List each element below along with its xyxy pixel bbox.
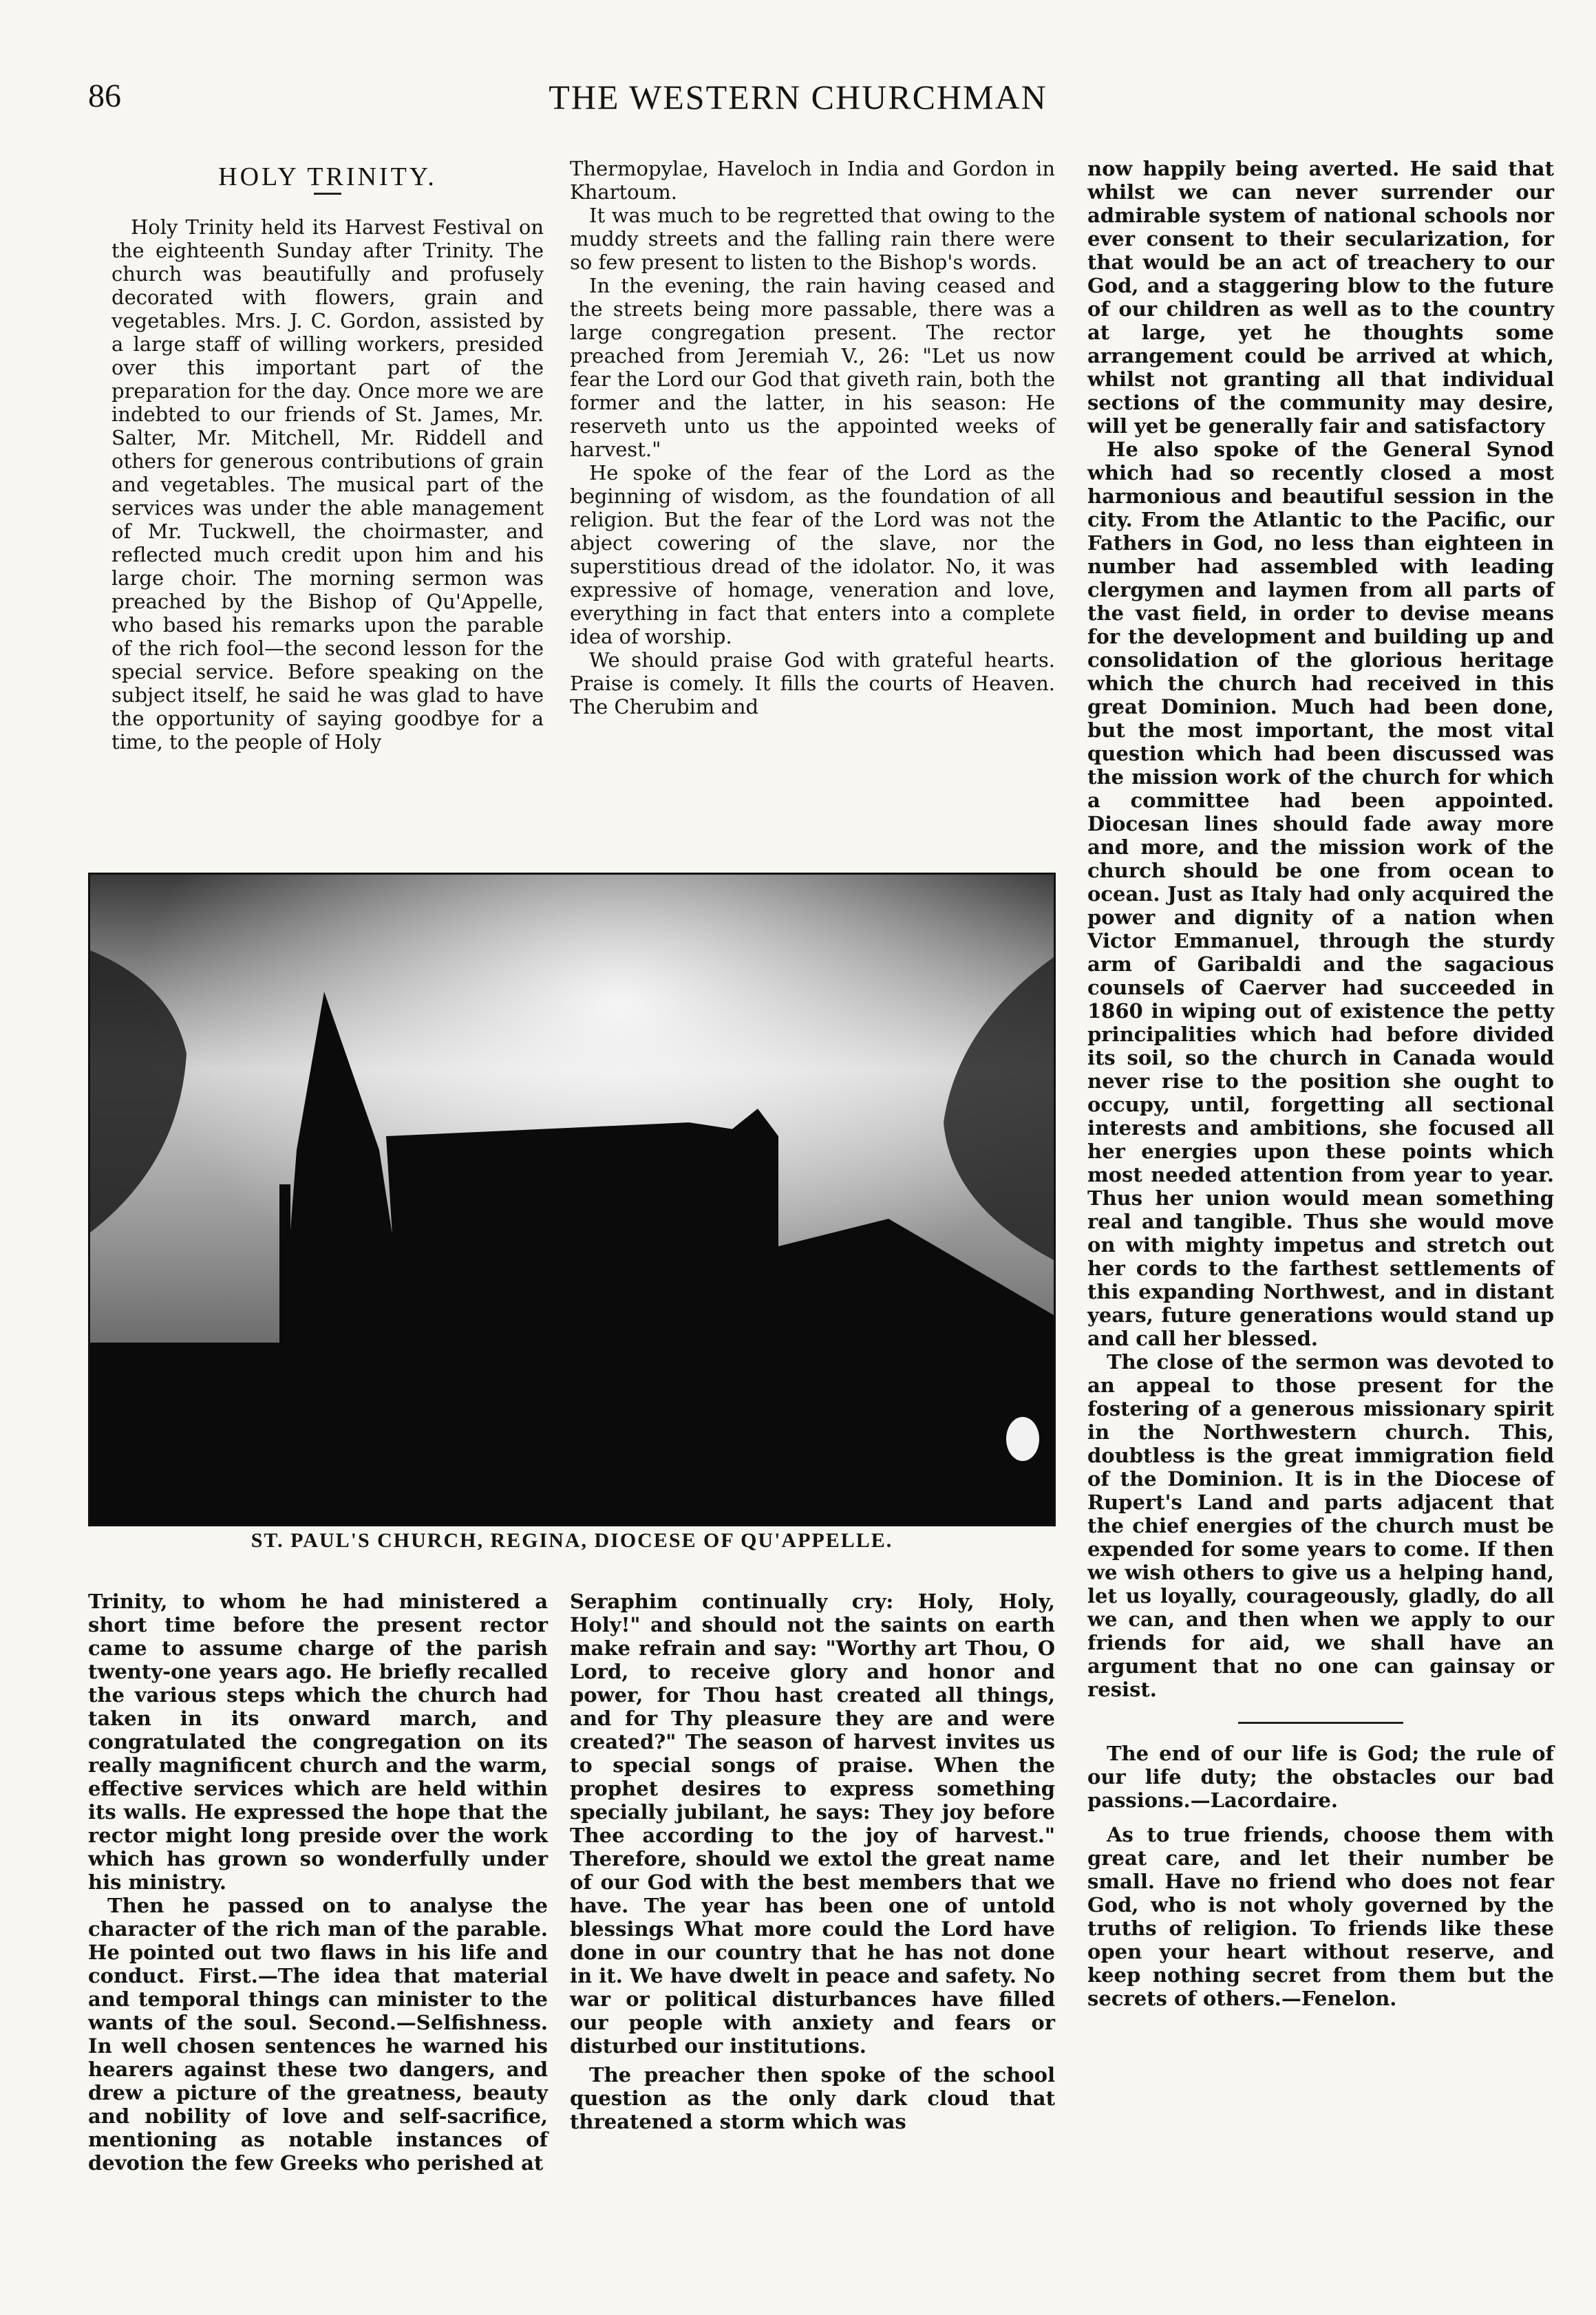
article-column-1-bottom <box>88 1590 548 2175</box>
church-silhouette-image <box>90 875 1054 1524</box>
article-paragraph: In the evening, the rain having ceased and the streets being more passable, there was a large congregation present. The rector preached from Jeremiah V., 26: "Let us now fear the Lord our God that giveth rain, both the former and the latter, in his season: He reserveth unto us the appointed weeks of harvest." <box>570 274 1055 461</box>
article-column-1-top <box>111 162 544 754</box>
article-paragraph: It was much to be regretted that owing to the muddy streets and the falling rain there were so few present to listen to the Bishop's words. <box>570 204 1055 274</box>
article-paragraph: The close of the sermon was devoted to an appeal to those present for the fostering of a generous missionary spirit in the Northwestern church. This, doubtless is the great immigration field of the Dominion. It is in the Diocese of Rupert's Land and parts adjacent that the chief energies of the church must be expended for some years to come. If then we wish others to give us a helping hand, let us loyally, courageously, gladly, do all we can, and then when we apply to our friends for aid, we shall have an argument that no one can gainsay or resist. <box>1087 1350 1554 1701</box>
article-paragraph: Seraphim continually cry: Holy, Holy, Holy!" and should not the saints on earth make refrain and say: "Worthy art Thou, O Lord, to receive glory and honor and power, for Thou hast created all things, and for Thy pleasure they are and were created?" The season of harvest invites us to special songs of praise. When the prophet desires to express something specially jubilant, he says: They joy before Thee according to the joy of harvest." Therefore, should we extol the great name of our God with the best members that we have. The year has been one of untold blessings What more could the Lord have done in our country that he has not done in it. We have dwelt in peace and safety. No war or political disturbances have filled our people with anxiety and fears or disturbed our institutions. <box>570 1590 1055 2058</box>
church-photo <box>88 873 1056 1526</box>
article-paragraph: now happily being averted. He said that whilst we can never surrender our admirable system of national schools nor ever consent to their secularization, for that would be an act of treachery to our God, and a staggering blow to the future of our children as well as to the country at large, yet he thoughts some arrangement could be arrived at which, whilst not granting all that individual sections of the community may desire, will yet be generally fair and satisfactory <box>1087 157 1554 438</box>
quote-fenelon: As to true friends, choose them with great care, and let their number be small. Have no friend who does not fear God, who is not wholy governed by the truths of religion. To friends like these open your heart without reserve, and keep nothing secret from them but the secrets of others.—Fenelon. <box>1087 1823 1554 2010</box>
section-divider <box>1238 1722 1403 1724</box>
heading-rule <box>314 193 341 195</box>
page-number: 86 <box>88 78 121 114</box>
article-paragraph: He also spoke of the General Synod which had so recently closed a most harmonious and beautiful session in the city. From the Atlantic to the Pacific, our Fathers in God, no less than eighteen in number had assembled with leading clergymen and laymen from all parts of the vast field, in order to devise means for the development and building up and consolidation of the glorious heritage which the church had received in this great Dominion. Much had been done, but the most important, the most vital question which had been discussed was the mission work of the church for which a committee had been appointed. Diocesan lines should fade away more and more, and the mission work of the church should be one from ocean to ocean. Just as Italy had only acquired the power and dignity of a nation when Victor Emmanuel, through the sturdy arm of Garibaldi and the sagacious counsels of Caerver had succeeded in 1860 in wiping out of existence the petty principalities which had before divided its soil, so the church in Canada would never rise to the position she ought to occupy, until, forgetting all sectional interests and ambitions, she focused all her energies upon these points which most needed attention from year to year. Thus her union would mean something real and tangible. Thus she would move on with mighty impetus and stretch out her cords to the farthest settlements of this expanding Northwest, and in distant years, future generations would stand up and call her blessed. <box>1087 438 1554 1350</box>
article-paragraph: Thermopylae, Haveloch in India and Gordon in Khartoum. <box>570 157 1055 204</box>
article-paragraph: Holy Trinity held its Harvest Festival on the eighteenth Sunday after Trinity. The church was beautifully and profusely decorated with flowers, grain and vegetables. Mrs. J. C. Gordon, assisted by a large staff of willing workers, presided over this important part of the preparation for the day. Once more we are indebted to our friends of St. James, Mr. Salter, Mr. Mitchell, Mr. Riddell and others for generous contributions of grain and vegetables. The musical part of the services was under the able management of Mr. Tuckwell, the choirmaster, and reflected much credit upon him and his large choir. The morning sermon was preached by the Bishop of Qu'Appelle, who based his remarks upon the parable of the rich fool—the second lesson for the special service. Before speaking on the subject itself, he said he was glad to have the opportunity of saying goodbye for a time, to the people of Holy <box>111 215 544 754</box>
article-heading: HOLY TRINITY. <box>218 162 437 191</box>
article-paragraph: Trinity, to whom he had ministered a short time before the present rector came to assume charge of the parish twenty-one years ago. He briefly recalled the various steps which the church had taken in its onward march, and congratulated the congregation on its really magnificent church and the warm, effective services which are held within its walls. He expressed the hope that the rector might long preside over the work which has grown so wonderfully under his ministry. <box>88 1590 548 1894</box>
quote-lacordaire: The end of our life is God; the rule of our life duty; the obstacles our bad passions.—Lacordaire. <box>1087 1742 1554 1812</box>
article-paragraph: The preacher then spoke of the school question as the only dark cloud that threatened a storm which was <box>570 2063 1055 2133</box>
article-paragraph: Then he passed on to analyse the character of the rich man of the parable. He pointed out two flaws in his life and conduct. First.—The idea that material and temporal things can minister to the wants of the soul. Second.—Selfishness. In well chosen sentences he warned his hearers against these two dangers, and drew a picture of the greatness, beauty and nobility of love and self-sacrifice, mentioning as notable instances of devotion the few Greeks who perished at <box>88 1894 548 2175</box>
article-column-2-top <box>570 157 1055 718</box>
publication-title: THE WESTERN CHURCHMAN <box>549 78 1047 116</box>
article-column-3 <box>1087 157 1554 2010</box>
article-column-2-bottom <box>570 1590 1055 2133</box>
page-header <box>88 77 1508 132</box>
article-paragraph: We should praise God with grateful hearts. Praise is comely. It fills the courts of Heaven. The Cherubim and <box>570 648 1055 718</box>
photo-caption: ST. PAUL'S CHURCH, REGINA, DIOCESE OF QU'APPELLE. <box>251 1529 893 1552</box>
article-paragraph: He spoke of the fear of the Lord as the beginning of wisdom, as the foundation of all religion. But the fear of the Lord was not the abject cowering of the slave, nor the superstitious dread of the idolator. No, it was expressive of homage, veneration and love, everything in fact that enters into a complete idea of worship. <box>570 461 1055 648</box>
